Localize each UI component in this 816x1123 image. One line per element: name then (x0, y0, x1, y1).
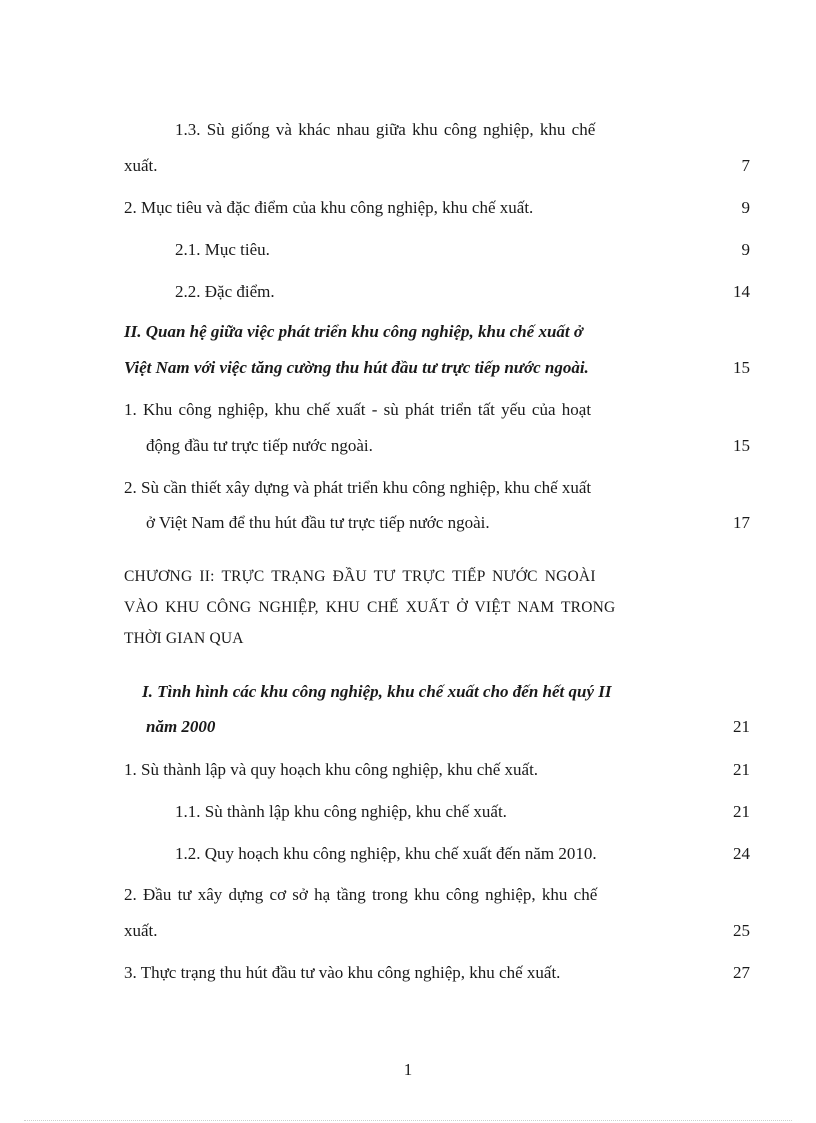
toc-entry-text: 1.3. Sù giống và khác nhau giữa khu công nghiệp, khu chế (175, 120, 596, 139)
toc-entry-text: 1. Sù thành lập và quy hoạch khu công nghiệp, khu chế xuất. (124, 760, 539, 779)
toc-entry-text: 2.2. Đặc điểm. (175, 282, 275, 301)
toc-page-number: 9 (741, 240, 750, 259)
toc-page-number: 14 (733, 282, 750, 301)
toc-entry-text: 1.1. Sù thành lập khu công nghiệp, khu chế xuất. (175, 802, 507, 821)
toc-entry-text: xuất. (124, 921, 158, 940)
page-number: 1 (403, 1060, 413, 1079)
toc-page-number: 7 (741, 156, 750, 175)
toc-page-number: 17 (733, 513, 750, 532)
toc-page-number: 27 (733, 963, 750, 982)
toc-section-title: Việt Nam với việc tăng cường thu hút đầu tư trực tiếp nước ngoài. (124, 358, 589, 377)
toc-entry-text: 1. Khu công nghiệp, khu chế xuất - sù phát triển tất yếu của hoạt (124, 400, 592, 419)
toc-page-number: 21 (733, 760, 750, 779)
toc-page-number: 21 (733, 717, 750, 736)
toc-chapter-title: CHƯƠNG II: TRỰC TRẠNG ĐẦU TƯ TRỰC TIẾP NƯỚC NGOÀI (124, 568, 596, 585)
toc-entry-text: xuất. (124, 156, 158, 175)
toc-entry-text: 2.1. Mục tiêu. (175, 240, 270, 259)
toc-page-number: 9 (741, 198, 750, 217)
page-bottom-divider (24, 1120, 792, 1121)
toc-entry-text: 2. Mục tiêu và đặc điểm của khu công nghiệp, khu chế xuất. (124, 198, 534, 217)
toc-page-number: 15 (733, 358, 750, 377)
toc-entry-text: 3. Thực trạng thu hút đầu tư vào khu công nghiệp, khu chế xuất. (124, 963, 561, 982)
toc-entry-text: 2. Đầu tư xây dựng cơ sở hạ tầng trong khu công nghiệp, khu chế (124, 885, 598, 904)
toc-entry-text: 1.2. Quy hoạch khu công nghiệp, khu chế xuất đến năm 2010. (175, 844, 597, 863)
toc-page-number: 15 (733, 436, 750, 455)
toc-section-title: II. Quan hệ giữa việc phát triển khu công nghiệp, khu chế xuất ở (124, 322, 584, 341)
toc-chapter-title: THỜI GIAN QUA (124, 630, 244, 647)
toc-section-title: năm 2000 (146, 717, 216, 736)
toc-page-number: 24 (733, 844, 750, 863)
toc-page-number: 21 (733, 802, 750, 821)
toc-entry-text: ở Việt Nam để thu hút đầu tư trực tiếp nước ngoài. (146, 513, 490, 532)
toc-chapter-title: VÀO KHU CÔNG NGHIỆP, KHU CHẾ XUẤT Ở VIỆT NAM TRONG (124, 599, 616, 616)
toc-entry-text: 2. Sù cần thiết xây dựng và phát triển khu công nghiệp, khu chế xuất (124, 478, 592, 497)
toc-section-title: I. Tình hình các khu công nghiệp, khu chế xuất cho đến hết quý II (142, 682, 612, 701)
toc-page-number: 25 (733, 921, 750, 940)
toc-entry-text: động đầu tư trực tiếp nước ngoài. (146, 436, 373, 455)
